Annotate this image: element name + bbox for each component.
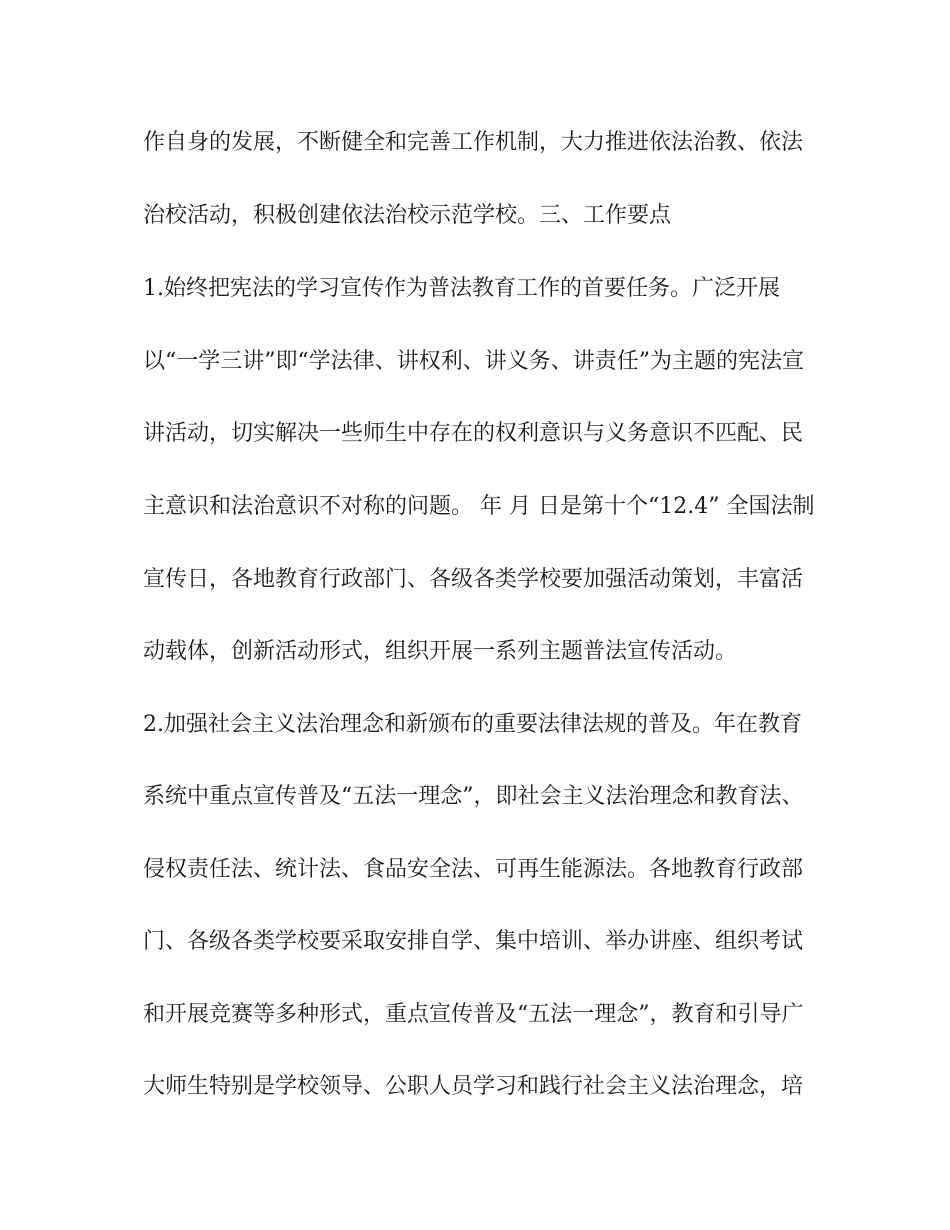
text-line: 系统中重点宣传普及“五法一理念”，即社会主义法治理念和教育法、 [143,784,804,809]
text-line: 动载体，创新活动形式，组织开展一系列主题普法宣传活动。 [143,639,738,664]
text-line: 和开展竞赛等多种形式，重点宣传普及“五法一理念”，教育和引导广 [143,1002,804,1027]
text-line: 主意识和法治意识不对称的问题。 年 月 日是第十个“12.4” 全国法制 [143,494,815,519]
text-line: 作自身的发展，不断健全和完善工作机制，大力推进依法治教、依法 [143,130,804,155]
text-line: 宣传日，各地教育行政部门、各级各类学校要加强活动策划，丰富活 [143,567,804,592]
text-line: 治校活动，积极创建依法治校示范学校。三、工作要点 [143,203,672,228]
text-line: 以“一学三讲”即“学法律、讲权利、讲义务、讲责任”为主题的宪法宣 [143,349,804,374]
text-line: 大师生特别是学校领导、公职人员学习和践行社会主义法治理念，培 [143,1074,804,1099]
text-line: 2.加强社会主义法治理念和新颁布的重要法律法规的普及。年在教育 [143,712,802,737]
text-line: 门、各级各类学校要采取安排自学、集中培训、举办讲座、组织考试 [143,929,804,954]
text-line: 讲活动，切实解决一些师生中存在的权利意识与义务意识不匹配、民 [143,421,804,446]
text-line: 1.始终把宪法的学习宣传作为普法教育工作的首要任务。广泛开展 [143,276,780,301]
text-line: 侵权责任法、统计法、食品安全法、可再生能源法。各地教育行政部 [143,857,804,882]
